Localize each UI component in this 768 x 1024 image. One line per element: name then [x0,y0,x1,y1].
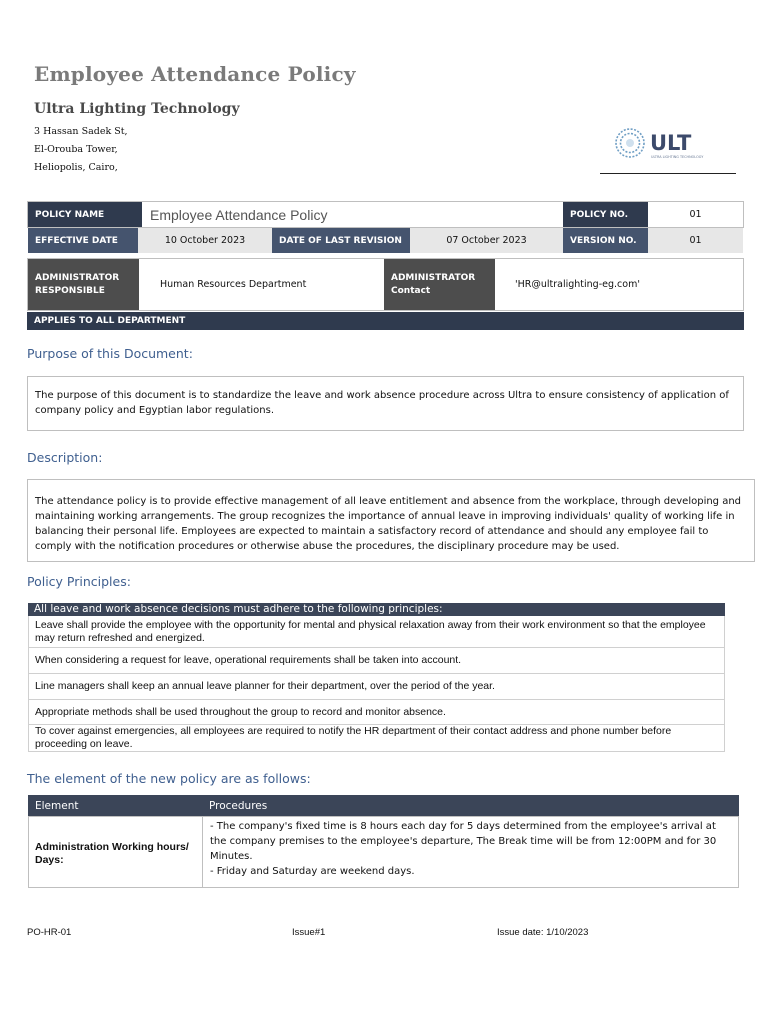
admin-responsible-value: Human Resources Department [160,279,307,290]
effective-date-value: 10 October 2023 [138,228,272,253]
document-title: Employee Attendance Policy [34,62,356,86]
procedure-line: - Friday and Saturday are weekend days. [210,866,415,877]
admin-contact-value: 'HR@ultralighting-eg.com' [515,279,640,290]
procedure-line: - The company's fixed time is 8 hours each day for 5 days determined from the employee's arrival at the company premises to the employee's departure, The Break time will be from 12:00PM and for 30 Minutes. [210,821,717,862]
principle-item: Line managers shall keep an annual leave planner for their department, over the period of the year. [28,674,725,700]
footer-issue: Issue#1 [292,927,326,938]
admin-contact-label: ADMINISTRATOR Contact [384,259,495,310]
principles-heading: Policy Principles: [27,574,131,589]
principle-item: When considering a request for leave, operational requirements shall be taken into account. [28,648,725,674]
principle-item: Appropriate methods shall be used throughout the group to record and monitor absence. [28,700,725,725]
principle-item: Leave shall provide the employee with the opportunity for mental and physical relaxation away from their work environment so that the employee may return refreshed and energized. [28,616,725,648]
description-heading: Description: [27,450,103,465]
address-line-1: 3 Hassan Sadek St, [34,126,128,137]
description-text: The attendance policy is to provide effective management of all leave entitlement and absence from the workplace, through developing and maintaining working arrangements. The group recognizes the importance of annual leave in improving individuals' quality of working life in balancing their personal life. Employees are expected to maintain a satisfactory record of attendance and should any employee fail to comply with the notification procedures or otherwise abuse the procedures, the disciplinary procedure may be used. [27,479,755,562]
principle-item: To cover against emergencies, all employees are required to notify the HR department of their contact address and phone number before proceeding on leave. [28,725,725,752]
applies-to-bar: APPLIES TO ALL DEPARTMENT [27,312,744,330]
last-revision-label: DATE OF LAST REVISION [272,228,410,253]
company-name: Ultra Lighting Technology [34,101,240,117]
effective-date-label: EFFECTIVE DATE [28,228,138,253]
purpose-text: The purpose of this document is to standardize the leave and work absence procedure across Ultra to ensure consistency of application of company policy and Egyptian labor regulations. [27,376,744,431]
address-line-3: Heliopolis, Cairo, [34,162,118,173]
table-row [28,816,203,888]
policy-no-value: 01 [648,202,743,227]
logo-wordmark: ULT [650,131,692,155]
last-revision-value: 07 October 2023 [410,228,563,253]
procedures-column-header: Procedures [202,795,739,816]
address-line-2: El-Orouba Tower, [34,144,118,155]
footer-issue-date: Issue date: 1/10/2023 [497,927,589,938]
policy-name-value: Employee Attendance Policy [150,206,328,223]
company-logo [612,126,722,162]
version-label: VERSION NO. [563,228,648,253]
element-cell: Administration Working hours/ Days: [35,841,189,866]
policy-no-label: POLICY NO. [563,202,648,227]
element-column-header: Element [28,795,202,816]
footer-code: PO-HR-01 [27,927,72,938]
purpose-heading: Purpose of this Document: [27,346,193,361]
principles-table-header: All leave and work absence decisions must adhere to the following principles: [28,603,725,616]
policy-name-label: POLICY NAME [28,202,142,227]
version-value: 01 [648,228,743,253]
signature-line [600,173,736,174]
logo-tagline: ULTRA LIGHTING TECHNOLOGY [651,155,704,159]
elements-heading: The element of the new policy are as follows: [27,771,311,786]
ring-logo-icon [612,126,722,162]
admin-responsible-label: ADMINISTRATOR RESPONSIBLE [28,259,139,310]
procedures-cell [202,816,739,888]
